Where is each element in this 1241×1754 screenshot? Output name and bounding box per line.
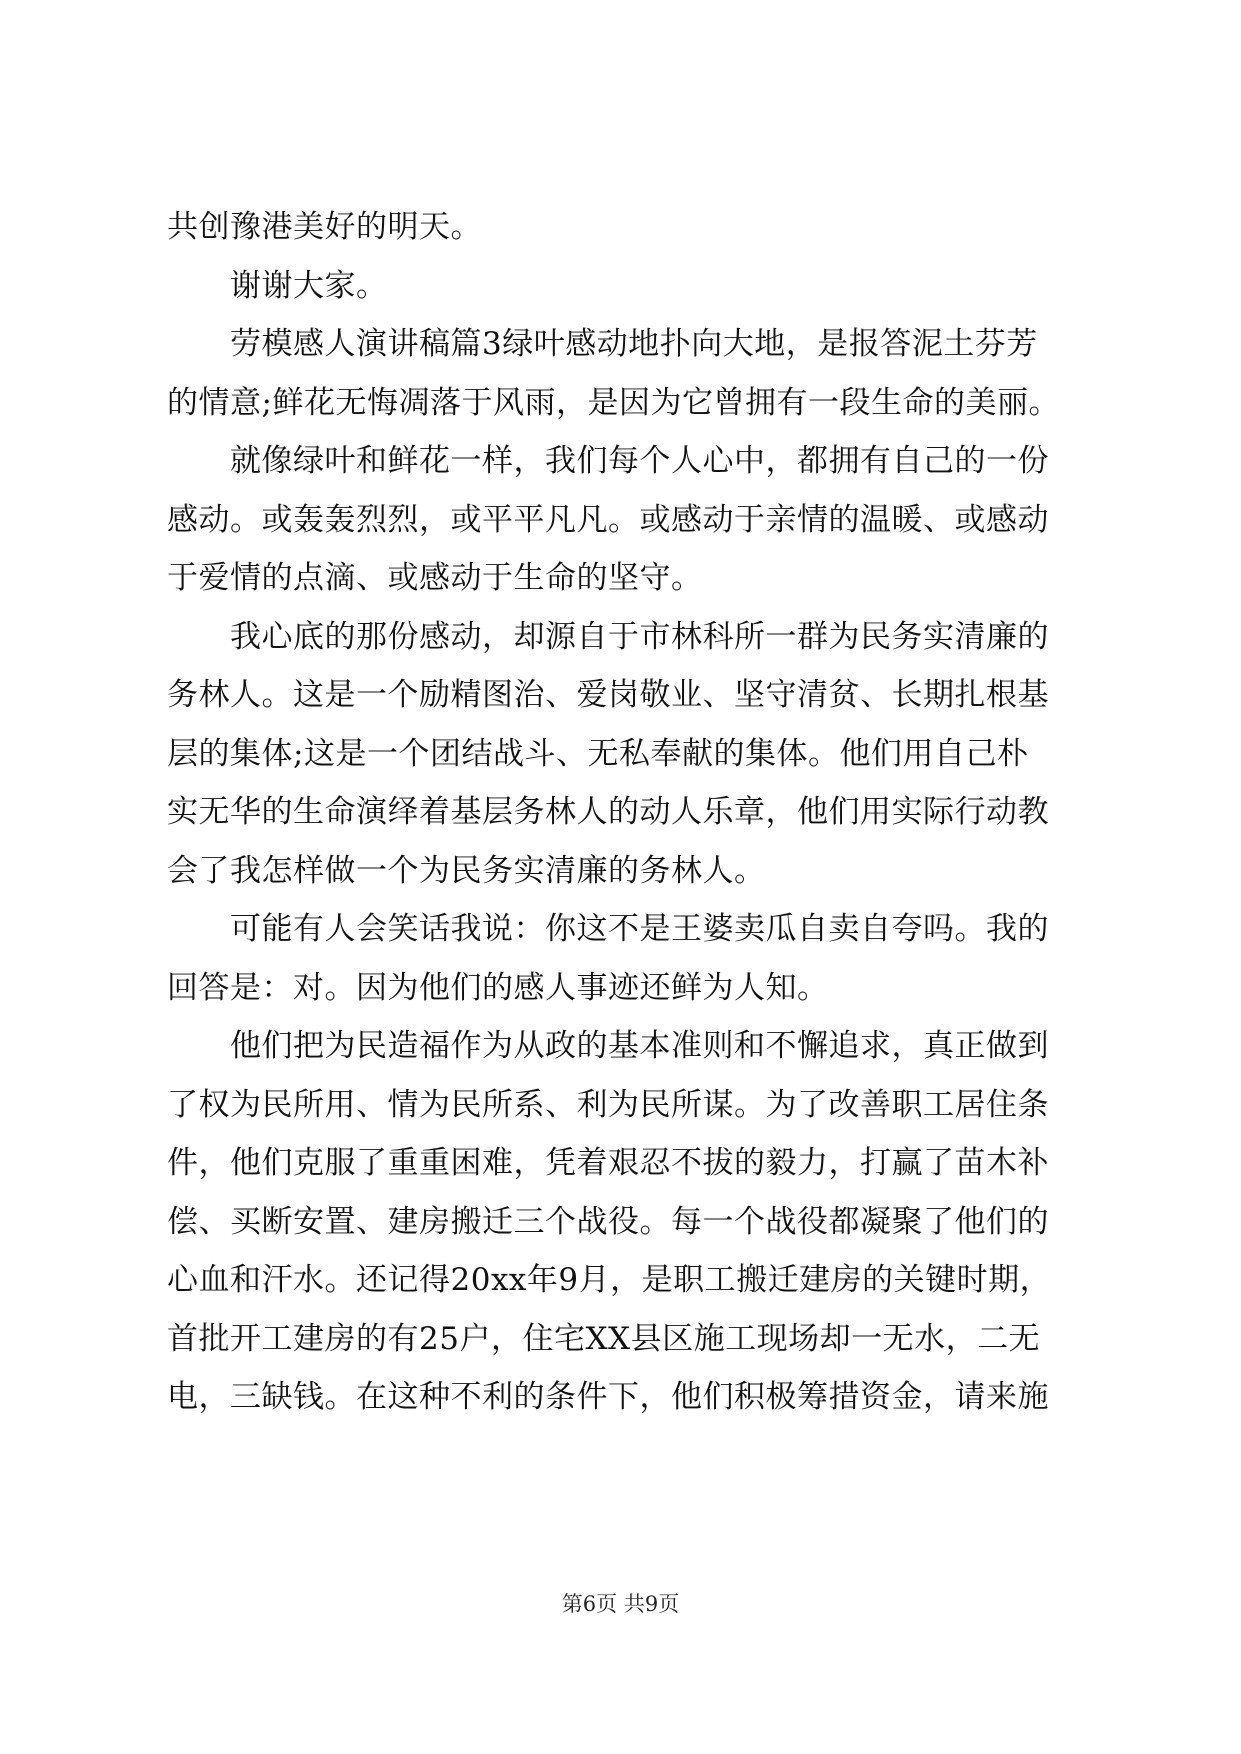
text-line: 偿、买断安置、建房搬迁三个战役。每一个战役都凝聚了他们的: [167, 1203, 1049, 1240]
text-line: 层的集体;这是一个团结战斗、无私奉献的集体。他们用自己朴: [167, 735, 1029, 772]
text-line: 回答是：对。因为他们的感人事迹还鲜为人知。: [167, 969, 829, 1006]
text-line: 务林人。这是一个励精图治、爱岗敬业、坚守清贫、长期扎根基: [167, 677, 1049, 713]
text-line: 感动。或轰轰烈烈，或平平凡凡。或感动于亲情的温暖、或感动: [167, 501, 1049, 538]
text-line: 可能有人会笑话我说：你这不是王婆卖瓜自卖自夸吗。我的: [167, 911, 1049, 947]
text-line: 他们把为民造福作为从政的基本准则和不懈追求，真正做到: [167, 1028, 1049, 1064]
text-line: 劳模感人演讲稿篇3绿叶感动地扑向大地，是报答泥土芬芳: [167, 326, 1038, 362]
page-number-footer: 第6页 共9页: [561, 1592, 680, 1616]
text-line: 件，他们克服了重重困难，凭着艰忍不拔的毅力，打赢了苗木补: [167, 1145, 1049, 1181]
text-line: 首批开工建房的有25户，住宅XX县区施工现场却一无水，二无: [167, 1320, 1041, 1357]
text-line: 电，三缺钱。在这种不利的条件下，他们积极筹措资金，请来施: [167, 1379, 1049, 1415]
text-line: 于爱情的点滴、或感动于生命的坚守。: [167, 560, 703, 596]
body-text: [167, 198, 1087, 1427]
text-line: 了权为民所用、情为民所系、利为民所谋。为了改善职工居住条: [167, 1086, 1049, 1123]
text-line: 我心底的那份感动，却源自于市林科所一群为民务实清廉的: [167, 618, 1049, 655]
text-line: 共创豫港美好的明天。: [167, 209, 482, 245]
text-line: 心血和汗水。还记得20xx年9月，是职工搬迁建房的关键时期，: [167, 1262, 1052, 1298]
text-line: 实无华的生命演绎着基层务林人的动人乐章，他们用实际行动教: [167, 794, 1049, 830]
text-line: 会了我怎样做一个为民务实清廉的务林人。: [167, 852, 766, 889]
text-line: 的情意;鲜花无悔凋落于风雨，是因为它曾拥有一段生命的美丽。: [167, 384, 1060, 421]
text-line: 就像绿叶和鲜花一样，我们每个人心中，都拥有自己的一份: [167, 443, 1049, 479]
text-line: 谢谢大家。: [167, 267, 388, 304]
